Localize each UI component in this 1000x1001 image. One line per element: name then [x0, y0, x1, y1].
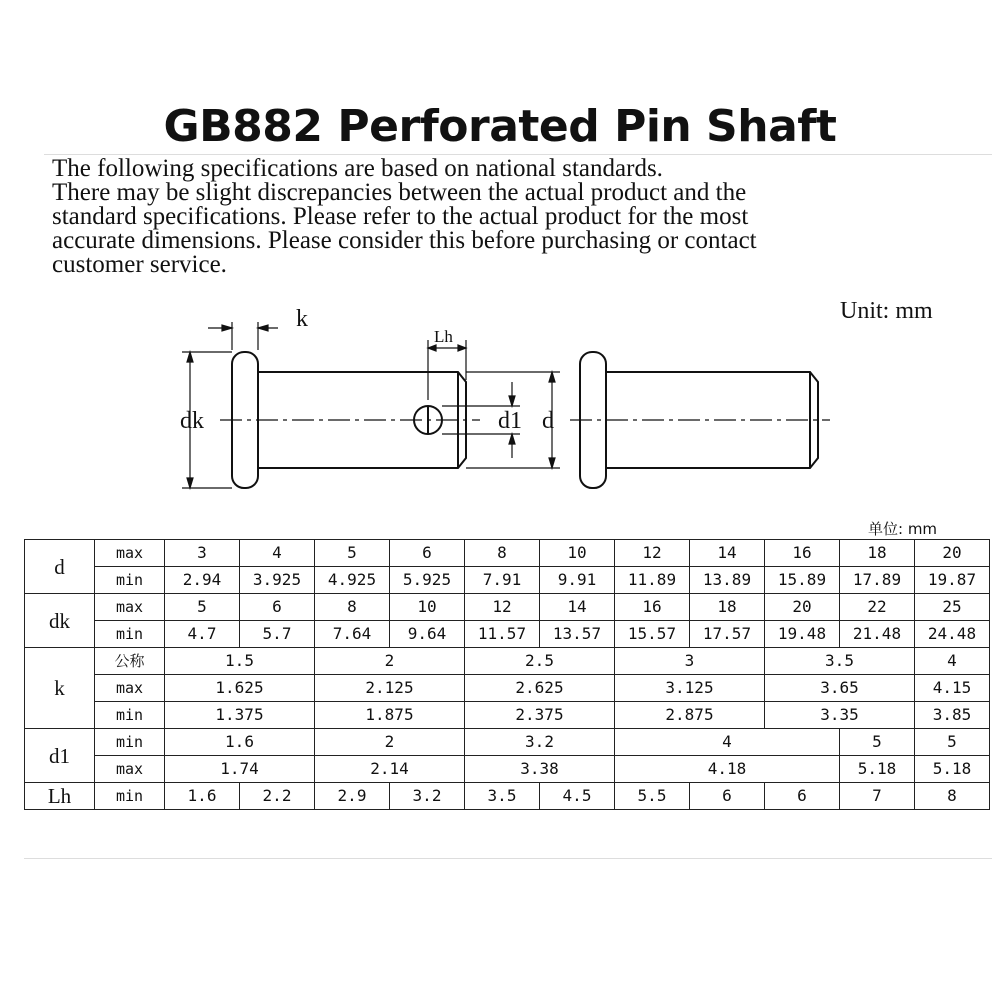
- row-label: min: [95, 729, 165, 756]
- cell: 3.925: [240, 567, 315, 594]
- cell: 3.38: [465, 756, 615, 783]
- cell: 2.625: [465, 675, 615, 702]
- cell: 17.57: [690, 621, 765, 648]
- cell: 2.9: [315, 783, 390, 810]
- intro-line: customer service.: [52, 251, 227, 278]
- param-k: k: [25, 648, 95, 729]
- spec-table: [24, 539, 990, 810]
- cell: 6: [765, 783, 840, 810]
- divider: [24, 858, 992, 859]
- row-label: min: [95, 621, 165, 648]
- cell: 3.2: [465, 729, 615, 756]
- cell: 2.14: [315, 756, 465, 783]
- cell: 2.875: [615, 702, 765, 729]
- cell: 19.87: [915, 567, 990, 594]
- cell: 9.91: [540, 567, 615, 594]
- cell: 11.57: [465, 621, 540, 648]
- cell: 14: [540, 594, 615, 621]
- cell: 3.2: [390, 783, 465, 810]
- cell: 6: [240, 594, 315, 621]
- cell: 8: [465, 540, 540, 567]
- cell: 13.89: [690, 567, 765, 594]
- cell: 7.64: [315, 621, 390, 648]
- intro-line: There may be slight discrepancies between the actual product and the: [52, 179, 747, 206]
- cell: 8: [915, 783, 990, 810]
- cell: 5.18: [915, 756, 990, 783]
- cell: 4.18: [615, 756, 840, 783]
- cell: 5: [165, 594, 240, 621]
- row-label: max: [95, 594, 165, 621]
- cell: 20: [915, 540, 990, 567]
- cell: 2.94: [165, 567, 240, 594]
- cell: 3.65: [765, 675, 915, 702]
- cell: 25: [915, 594, 990, 621]
- cell: 7: [840, 783, 915, 810]
- table-row: [25, 729, 990, 756]
- cell: 3.85: [915, 702, 990, 729]
- table-row: [25, 621, 990, 648]
- row-label: min: [95, 783, 165, 810]
- page-title: GB882 Perforated Pin Shaft: [163, 101, 837, 152]
- cell: 3.35: [765, 702, 915, 729]
- cell: 1.74: [165, 756, 315, 783]
- cell: 5.925: [390, 567, 465, 594]
- cell: 3: [615, 648, 765, 675]
- cell: 19.48: [765, 621, 840, 648]
- cell: 12: [615, 540, 690, 567]
- cell: 1.6: [165, 783, 240, 810]
- cell: 24.48: [915, 621, 990, 648]
- cell: 1.5: [165, 648, 315, 675]
- cell: 15.57: [615, 621, 690, 648]
- cell: 10: [390, 594, 465, 621]
- cell: 12: [465, 594, 540, 621]
- cell: 1.875: [315, 702, 465, 729]
- cell: 2.375: [465, 702, 615, 729]
- pin-shaft-drawing: [160, 300, 840, 500]
- cell: 9.64: [390, 621, 465, 648]
- cell: 5: [915, 729, 990, 756]
- cell: 2: [315, 648, 465, 675]
- param-d: d: [25, 540, 95, 594]
- table-row: [25, 567, 990, 594]
- cell: 1.625: [165, 675, 315, 702]
- cell: 6: [690, 783, 765, 810]
- cell: 21.48: [840, 621, 915, 648]
- intro-line: standard specifications. Please refer to the actual product for the most: [52, 203, 749, 230]
- cell: 3.5: [765, 648, 915, 675]
- cell: 5.7: [240, 621, 315, 648]
- cell: 5: [315, 540, 390, 567]
- cell: 3.5: [465, 783, 540, 810]
- cell: 3.125: [615, 675, 765, 702]
- label-k: k: [296, 306, 308, 332]
- cell: 16: [615, 594, 690, 621]
- cell: 4.925: [315, 567, 390, 594]
- cell: 5.5: [615, 783, 690, 810]
- row-label: max: [95, 540, 165, 567]
- table-row: [25, 594, 990, 621]
- cell: 2.2: [240, 783, 315, 810]
- cell: 14: [690, 540, 765, 567]
- intro-line: The following specifications are based on national standards.: [52, 155, 663, 182]
- cell: 20: [765, 594, 840, 621]
- table-row: [25, 675, 990, 702]
- unit-label: Unit: mm: [840, 298, 933, 324]
- row-label: min: [95, 702, 165, 729]
- cell: 18: [690, 594, 765, 621]
- cell: 5.18: [840, 756, 915, 783]
- cell: 16: [765, 540, 840, 567]
- cell: 6: [390, 540, 465, 567]
- label-d: d: [542, 408, 554, 434]
- param-lh: Lh: [25, 783, 95, 810]
- cell: 13.57: [540, 621, 615, 648]
- label-lh: Lh: [434, 327, 453, 346]
- cell: 8: [315, 594, 390, 621]
- cell: 10: [540, 540, 615, 567]
- cell: 4: [615, 729, 840, 756]
- cell: 5: [840, 729, 915, 756]
- cell: 11.89: [615, 567, 690, 594]
- row-label: max: [95, 675, 165, 702]
- row-label: max: [95, 756, 165, 783]
- param-dk: dk: [25, 594, 95, 648]
- cell: 4.15: [915, 675, 990, 702]
- intro-line: accurate dimensions. Please consider this before purchasing or contact: [52, 227, 757, 254]
- cell: 1.6: [165, 729, 315, 756]
- label-dk: dk: [180, 408, 204, 434]
- cell: 2: [315, 729, 465, 756]
- cell: 17.89: [840, 567, 915, 594]
- row-label: min: [95, 567, 165, 594]
- row-label: 公称: [95, 648, 165, 675]
- table-row: [25, 756, 990, 783]
- cell: 3: [165, 540, 240, 567]
- table-unit-label: 单位: mm: [868, 520, 938, 538]
- cell: 4.5: [540, 783, 615, 810]
- label-d1: d1: [498, 408, 522, 434]
- table-row: [25, 783, 990, 810]
- cell: 15.89: [765, 567, 840, 594]
- cell: 2.5: [465, 648, 615, 675]
- cell: 18: [840, 540, 915, 567]
- cell: 4: [240, 540, 315, 567]
- cell: 22: [840, 594, 915, 621]
- cell: 7.91: [465, 567, 540, 594]
- cell: 4.7: [165, 621, 240, 648]
- intro-text: [52, 157, 982, 277]
- cell: 4: [915, 648, 990, 675]
- table-row: [25, 540, 990, 567]
- cell: 2.125: [315, 675, 465, 702]
- table-row: [25, 648, 990, 675]
- pin-shaft: [258, 372, 466, 468]
- cell: 1.375: [165, 702, 315, 729]
- param-d1: d1: [25, 729, 95, 783]
- table-row: [25, 702, 990, 729]
